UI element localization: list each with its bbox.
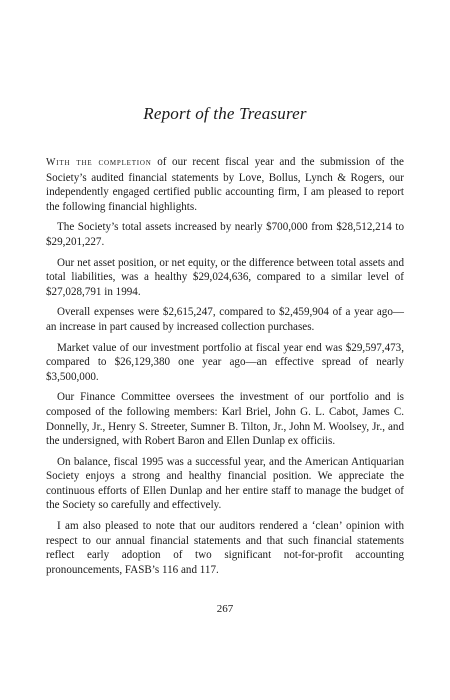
paragraph-3: Our net asset position, or net equity, or the difference between total assets and total liabilities, was a healthy $29,024,636, compared to a similar level of $27,028,791 in 1994. (46, 256, 404, 298)
paragraph-1-text: of our recent fiscal year and the submission of the Society’s audited financial statements by Love, Bollus, Lynch & Rogers, our independently engaged certified public accounting firm, I am pleased to report the following financial highlights. (46, 156, 404, 213)
paragraph-2: The Society’s total assets increased by nearly $700,000 from $28,512,214 to $29,201,227. (46, 221, 404, 248)
paragraph-1 (46, 155, 404, 214)
page-title: Report of the Treasurer (143, 104, 307, 123)
paragraph-8: I am also pleased to note that our auditors rendered a ‘clean’ opinion with respect to our annual financial statements and that such financial statements reflect early adoption of two significant not-for-profit accounting pronouncements, FASB’s 116 and 117. (46, 520, 404, 576)
paragraph-6: Our Finance Committee oversees the investment of our portfolio and is composed of the following members: Karl Briel, John G. L. Cabot, James C. Donnelly, Jr., Henry S. Streeter, Sumner B. Tilton, Jr., John M. Woolsey, Jr., and the undersigned, with Robert Baron and Ellen Dunlap ex officiis. (46, 391, 404, 448)
page-number: 267 (216, 603, 234, 615)
report-body (46, 155, 404, 583)
paragraph-5: Market value of our investment portfolio at fiscal year end was $29,597,473, compared to $26,129,380 one year ago—an effective spread of nearly $3,500,000. (46, 341, 404, 383)
lead-in-smallcaps: With the completion (46, 157, 152, 168)
paragraph-4: Overall expenses were $2,615,247, compared to $2,459,904 of a year ago—an increase in part caused by increased collection purchases. (46, 306, 404, 333)
paragraph-7: On balance, fiscal 1995 was a successful year, and the American Antiquarian Society enjoys a strong and healthy financial position. We appreciate the continuous efforts of Ellen Dunlap and her entire staff to manage the budget of the Society so carefully and effectively. (46, 455, 404, 512)
